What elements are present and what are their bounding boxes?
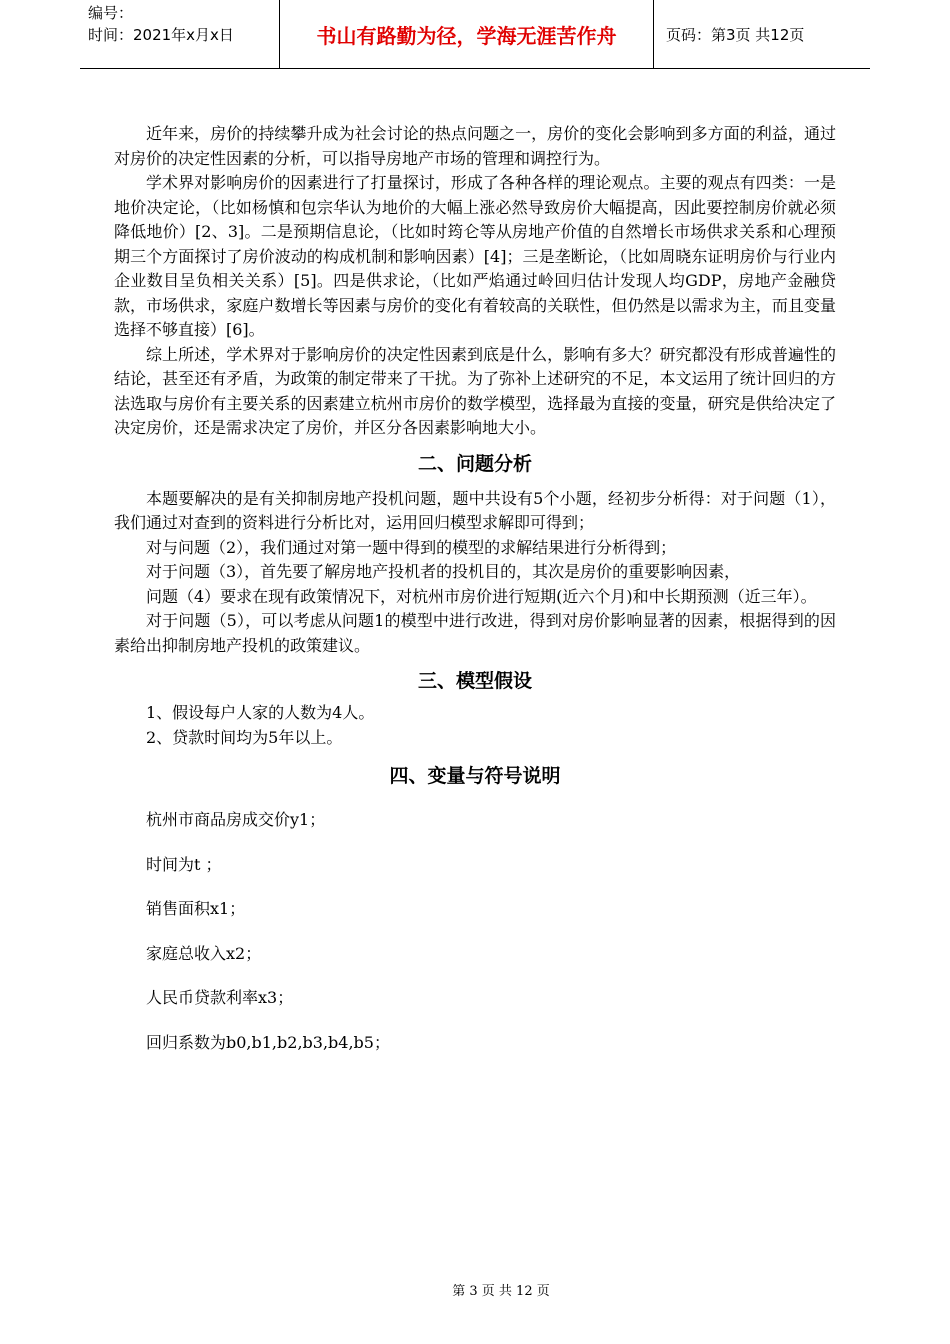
variable-item-3: 销售面积x1； xyxy=(146,899,246,918)
variable-item-6: 回归系数为b0,b1,b2,b3,b4,b5； xyxy=(146,1032,390,1052)
analysis-paragraph-1: 本题要解决的是有关抑制房地产投机问题，题中共设有5个小题，经初步分析得：对于问题（1），我们通过对查到的资料进行分析比对，运用回归模型求解即可得到； xyxy=(114,488,836,532)
variable-item-5: 人民币贷款利率x3； xyxy=(146,988,294,1007)
section-heading-variables: 四、变量与符号说明 xyxy=(389,765,561,787)
header-page-label: 页码：第3页 共12页 xyxy=(666,25,805,44)
analysis-paragraph-3: 对于问题（3），首先要了解房地产投机者的投机目的，其次是房价的重要影响因素， xyxy=(146,562,741,581)
assumption-item-2: 2、贷款时间均为5年以上。 xyxy=(146,727,343,747)
page-header xyxy=(80,0,870,69)
analysis-paragraph-5: 对于问题（5），可以考虑从问题1的模型中进行改进，得到对房价影响显著的因素，根据得到的因素给出抑制房地产投机的政策建议。 xyxy=(114,611,836,655)
intro-paragraph-2: 学术界对影响房价的因素进行了打量探讨，形成了各种各样的理论观点。主要的观点有四类：一是地价决定论，（比如杨慎和包宗华认为地价的大幅上涨必然导致房价大幅提高，因此要控制房价就必须降低地价）[2、3]。二是预期信息论，（比如时筠仑等从房地产价值的自然增长市场供求关系和心理预期三个方面探讨了房价波动的构成机制和影响因素）[4]；三是垄断论，（比如周晓东证明房价与行业内企业数目呈负相关关系）[5]。四是供求论，（比如严焰通过岭回归估计发现人均GDP，房地产金融贷款，市场供求，家庭户数增长等因素与房价的变化有着较高的关联性，但仍然是以需求为主，而且变量选择不够直接）[6]。 xyxy=(114,173,836,339)
assumption-item-1: 1、假设每户人家的人数为4人。 xyxy=(146,703,375,722)
intro-paragraph-1: 近年来，房价的持续攀升成为社会讨论的热点问题之一，房价的变化会影响到多方面的利益，通过对房价的决定性因素的分析，可以指导房地产市场的管理和调控行为。 xyxy=(114,124,836,168)
variable-item-4: 家庭总收入x2； xyxy=(146,943,262,963)
page-footer: 第 3 页 共 12 页 xyxy=(452,1284,550,1299)
header-motto: 书山有路勤为径，学海无涯苦作舟 xyxy=(280,0,654,68)
analysis-paragraph-4: 问题（4）要求在现有政策情况下，对杭州市房价进行短期(近六个月)和中长期预测（近三年）。 xyxy=(146,586,817,606)
analysis-paragraph-2: 对与问题（2），我们通过对第一题中得到的模型的求解结果进行分析得到； xyxy=(146,537,677,557)
time-label: 时间：2021年x月x日 xyxy=(88,26,234,44)
intro-paragraph-3: 综上所述，学术界对于影响房价的决定性因素到底是什么，影响有多大？研究都没有形成普遍性的结论，甚至还有矛盾，为政策的制定带来了干扰。为了弥补上述研究的不足，本文运用了统计回归的方法选取与房价有主要关系的因素建立杭州市房价的数学模型，选择最为直接的变量，研究是供给决定了决定房价，还是需求决定了房价，并区分各因素影响地大小。 xyxy=(114,344,836,437)
header-meta xyxy=(80,0,280,68)
section-heading-assumptions: 三、模型假设 xyxy=(417,670,532,692)
variable-item-2: 时间为t ； xyxy=(146,854,222,874)
code-label: 编号： xyxy=(88,4,134,22)
document-body xyxy=(114,122,836,1065)
variable-item-1: 杭州市商品房成交价y1； xyxy=(146,810,326,829)
section-heading-problem-analysis: 二、问题分析 xyxy=(417,452,532,475)
